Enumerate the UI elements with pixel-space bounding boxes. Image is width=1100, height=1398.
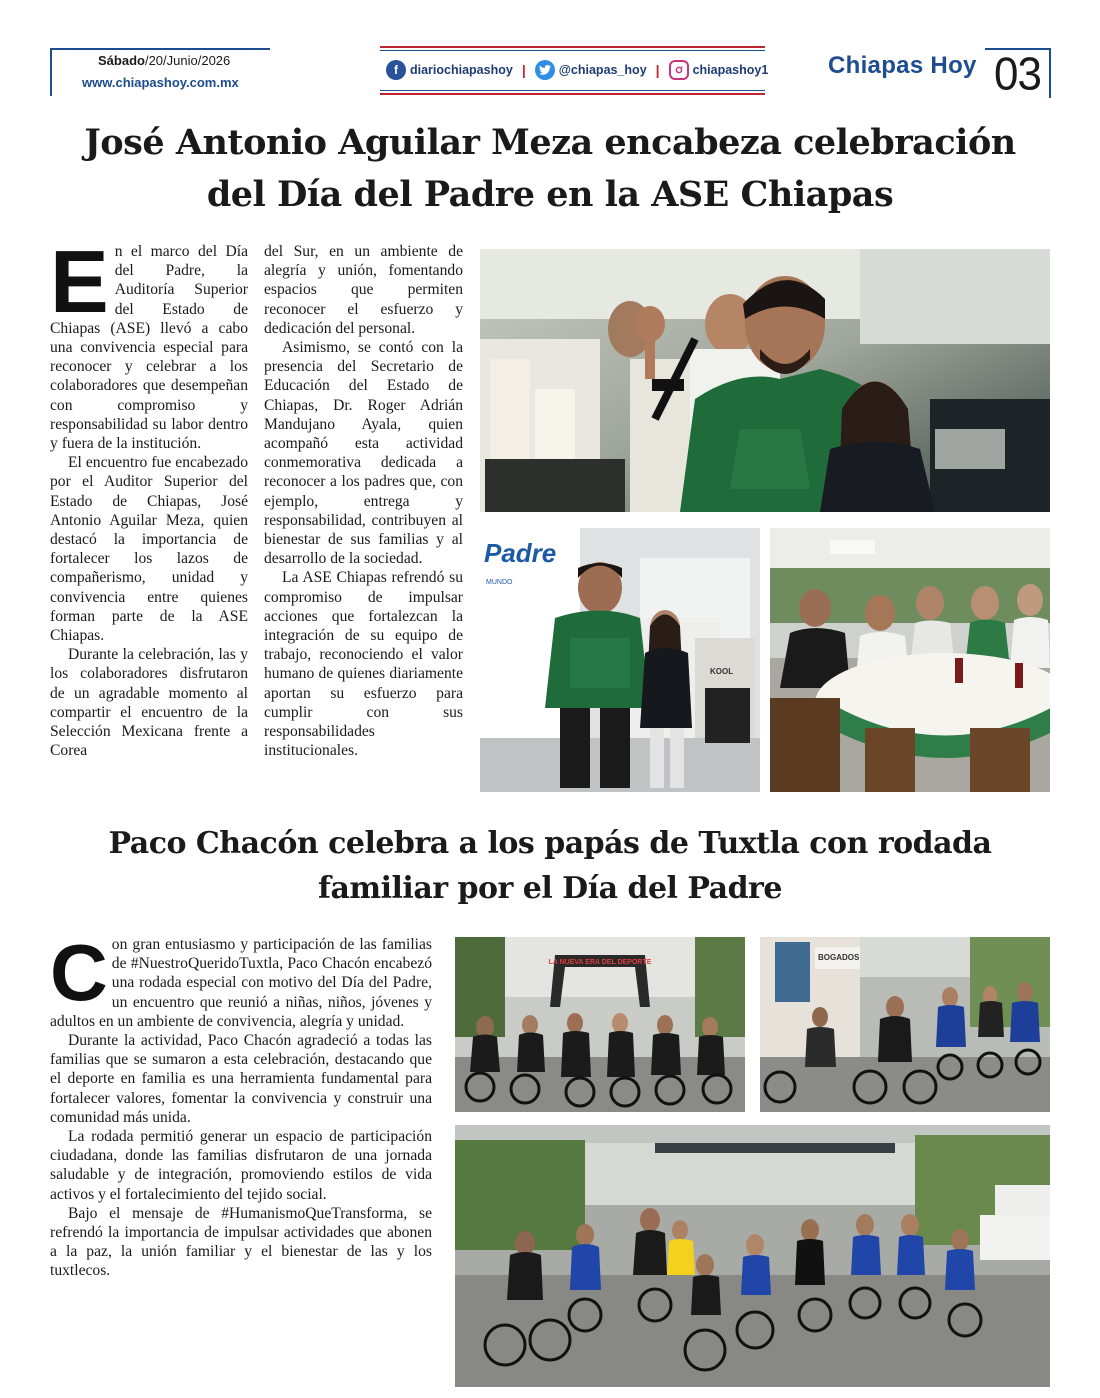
article2-photo-arch bbox=[455, 937, 745, 1112]
article2-headline-line1: Paco Chacón celebra a los papás de Tuxtla con rodada bbox=[108, 826, 992, 861]
sign-text: BOGADOS bbox=[818, 953, 860, 962]
article1-dropcap: E bbox=[50, 232, 109, 331]
article1-column-1 bbox=[50, 232, 248, 760]
header-date-box bbox=[50, 48, 270, 96]
article2-paragraph: Durante la actividad, Paco Chacón agradeció a todas las familias que se sumaron a esta celebración, destacando que el deporte en familia es una herramienta fundamental para fortalecer valores, fomentar la convivencia y construir una comunidad más unida. bbox=[50, 1032, 432, 1126]
instagram-icon bbox=[669, 60, 689, 80]
article2-paragraph: Bajo el mensaje de #HumanismoQueTransforma, se refrendó la importancia de impulsar actividades que abonen a la paz, la unión familiar y el bienestar de las y los tuxtlecos. bbox=[50, 1204, 432, 1280]
instagram-handle: chiapashoy1 bbox=[692, 63, 769, 77]
article1-headline-line2: del Día del Padre en la ASE Chiapas bbox=[206, 174, 894, 215]
arch-text: LA NUEVA ERA DEL DEPORTE bbox=[548, 959, 652, 966]
article2-photo-street bbox=[760, 937, 1050, 1112]
facebook-handle: diariochiapashoy bbox=[410, 63, 513, 77]
article1-headline bbox=[50, 117, 1050, 221]
article1-column-2 bbox=[264, 242, 463, 760]
article1-paragraph: En el marco del Día del Padre, la Auditoría Superior del Estado de Chiapas (ASE) llevó a cabo una convivencia especial para reconocer y celebrar a los colaboradores que desempeñan con compromiso y responsabilidad su labor dentro y fuera de la institución. bbox=[50, 232, 248, 453]
page-number: 03 bbox=[994, 48, 1041, 101]
article1-paragraph: del Sur, en un ambiente de alegría y unión, fomentando espacios que permiten reconocer el esfuerzo y dedicación del personal. bbox=[264, 243, 463, 337]
article2-dropcap: C bbox=[50, 928, 108, 1017]
article2-column bbox=[50, 928, 432, 1281]
article2-headline bbox=[50, 821, 1050, 911]
article1-paragraph: El encuentro fue encabezado por el Auditor Superior del Estado de Chiapas, José Antonio Aguilar Meza, quien destacó la importancia de fortalecer los lazos de compañerismo, unidad y convivencia entre quienes forman parte de la ASE Chiapas. bbox=[50, 454, 248, 645]
twitter-handle: @chiapas_hoy bbox=[558, 63, 647, 77]
social-bar bbox=[380, 46, 769, 95]
facebook-icon: f bbox=[386, 60, 406, 80]
social-bar-bottom-rule bbox=[380, 90, 765, 95]
social-instagram[interactable] bbox=[669, 60, 769, 80]
banner-subtext: MUNDO bbox=[486, 579, 513, 586]
website-link[interactable]: www.chiapashoy.com.mx bbox=[82, 75, 239, 90]
article1-photo-father-daughter bbox=[480, 528, 760, 792]
article1-photo-dining bbox=[770, 528, 1050, 792]
social-twitter[interactable] bbox=[535, 60, 647, 80]
article1-paragraph: Durante la celebración, las y los colaboradores disfrutaron de un agradable momento al compartir el encuentro de la Selección Mexicana frente a Corea bbox=[50, 646, 248, 760]
divider: | bbox=[655, 62, 660, 78]
article2-photo-rodada bbox=[455, 1125, 1050, 1387]
article1-paragraph: Asimismo, se contó con la presencia del Secretario de Educación del Estado de Chiapas, Dr. Roger Adrián Mandujano Ayala, quien acompañó esta actividad conmemorativa dedicada a reconocer a los padres que, con ejemplo, entrega y responsabilidad, contribuyen al bienestar de sus familias y al desarrollo de la sociedad. bbox=[264, 339, 463, 568]
social-facebook[interactable] bbox=[386, 60, 513, 80]
article1-headline-line1: José Antonio Aguilar Meza encabeza celebración bbox=[84, 122, 1016, 163]
issue-date: Sábado/20/Junio/2026 bbox=[98, 53, 231, 68]
newspaper-brand: Chiapas Hoy bbox=[828, 52, 977, 79]
banner-text: Padre bbox=[484, 538, 557, 568]
social-bar-top-rule bbox=[380, 46, 765, 51]
box-label: KOOL bbox=[710, 667, 734, 676]
twitter-icon bbox=[535, 60, 555, 80]
article2-paragraph: La rodada permitió generar un espacio de participación ciudadana, donde las familias disfrutaron de una jornada saludable y de integración, promoviendo estilos de vida activos y el fortalecimiento del tejido social. bbox=[50, 1128, 432, 1203]
article2-headline-line2: familiar por el Día del Padre bbox=[318, 871, 782, 906]
article1-paragraph: La ASE Chiapas refrendó su compromiso de impulsar acciones que fortalezcan la integración de su equipo de trabajo, reconociendo el valor humano de quienes diariamente aportan su esfuerzo para cumplir con sus responsabilidades institucionales. bbox=[264, 569, 463, 760]
divider: | bbox=[521, 62, 526, 78]
article2-paragraph: Con gran entusiasmo y participación de las familias de #NuestroQueridoTuxtla, Paco Chacón encabezó una rodada especial con motivo del Día del Padre, un encuentro que reunió a niñas, niños, jóvenes y adultos en un ambiente de convivencia, alegría y unidad. bbox=[50, 928, 432, 1030]
article1-photo-speaker bbox=[480, 249, 1050, 512]
